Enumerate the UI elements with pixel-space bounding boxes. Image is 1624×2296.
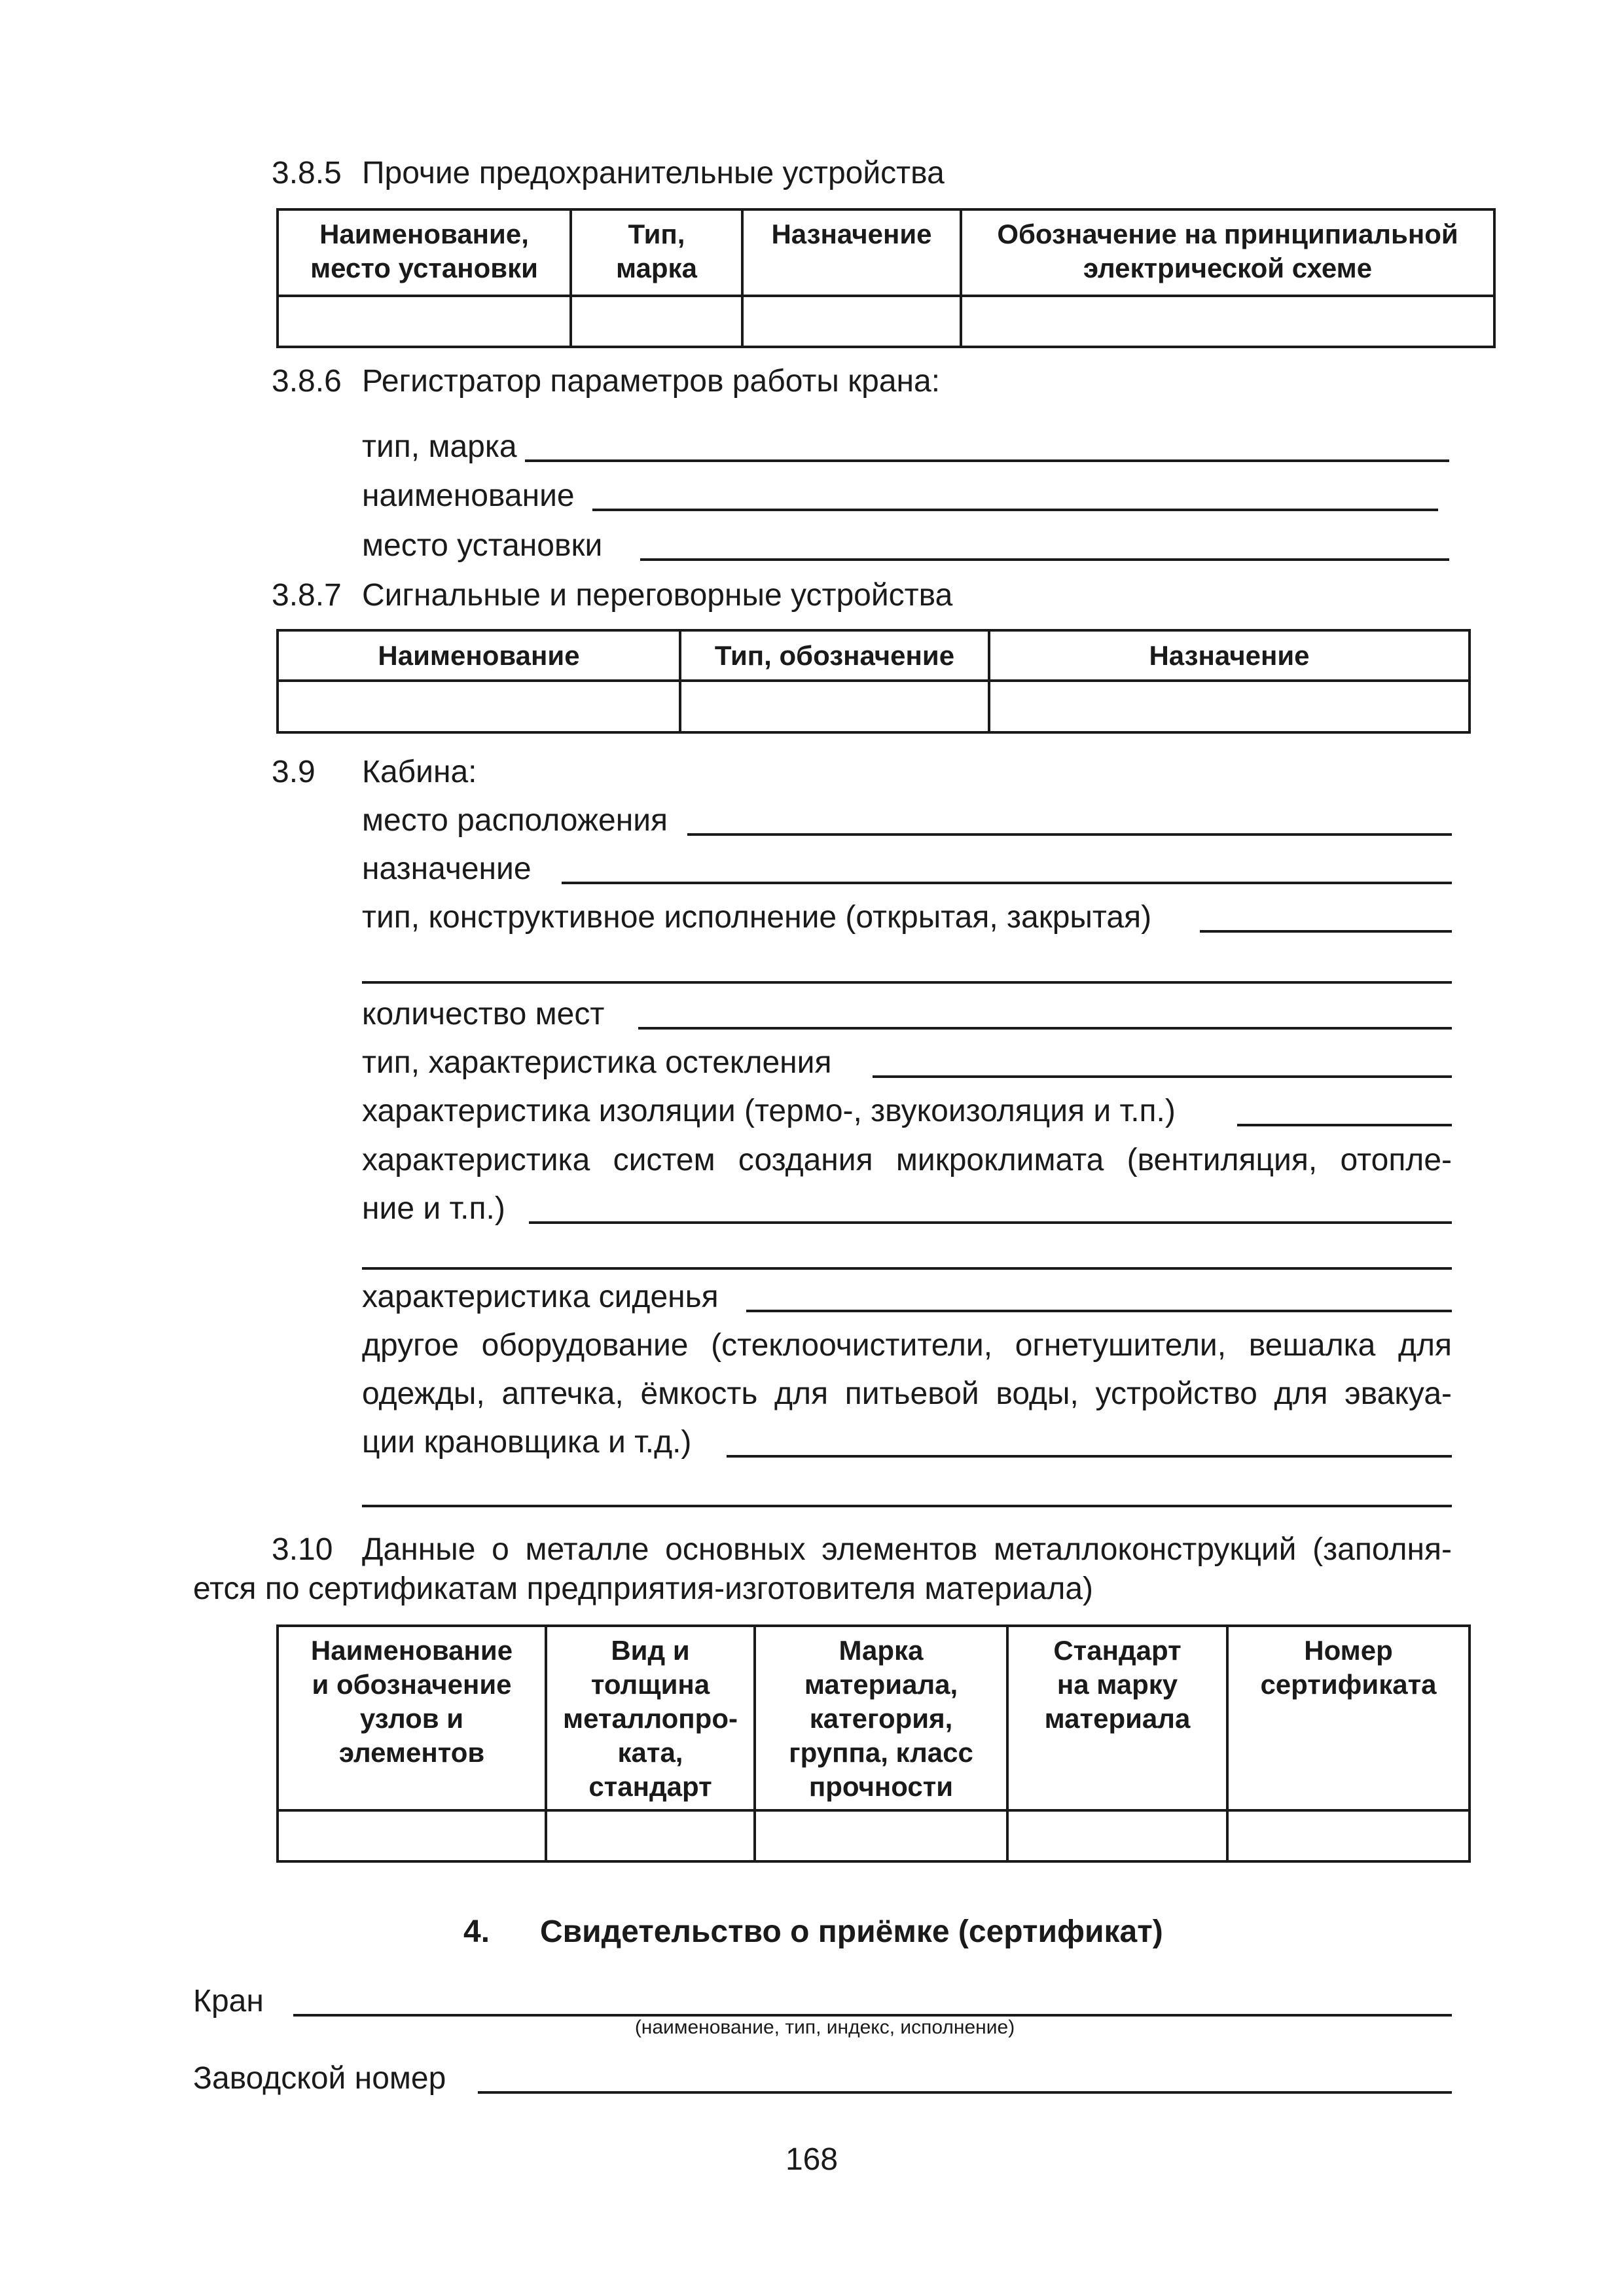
table-cell[interactable]	[571, 296, 742, 347]
field-line-serial-number[interactable]	[478, 2091, 1452, 2094]
table-cell[interactable]	[961, 296, 1494, 347]
field-line-insulation[interactable]	[1237, 1124, 1452, 1126]
section-3-8-5-number: 3.8.5	[272, 156, 342, 190]
field-label-seat: характеристика сиденья	[362, 1280, 719, 1314]
table-header-cell: Наименование	[278, 630, 680, 681]
field-line-other-continued[interactable]	[362, 1505, 1452, 1507]
field-line-climate-continued[interactable]	[362, 1267, 1452, 1270]
page-number: 168	[785, 2142, 839, 2177]
section-3-8-6-number: 3.8.6	[272, 364, 342, 399]
section-3-10-text-line1: Данные о металле основных элементов металлоконструкций (заполня-	[362, 1532, 1452, 1567]
field-line-seat[interactable]	[746, 1310, 1452, 1312]
table-header-cell: Обозначение на принципиальной электрической схеме	[961, 209, 1494, 296]
safety-devices-table	[276, 208, 1496, 348]
table-cell[interactable]	[1007, 1810, 1227, 1861]
section-3-8-7-number: 3.8.7	[272, 578, 342, 613]
field-line-type-brand[interactable]	[525, 459, 1449, 462]
section-3-10-number: 3.10	[272, 1532, 333, 1567]
section-4-number: 4.	[463, 1914, 490, 1949]
section-3-9-number: 3.9	[272, 755, 316, 789]
field-line-name[interactable]	[592, 509, 1438, 511]
field-label-climate-line2: ние и т.п.)	[362, 1191, 505, 1226]
field-line-climate[interactable]	[529, 1221, 1452, 1224]
field-label-serial-number: Заводской номер	[193, 2061, 446, 2096]
field-line-other[interactable]	[727, 1455, 1452, 1458]
table-header-cell: Назначение	[989, 630, 1470, 681]
field-label-type-brand: тип, марка	[362, 429, 517, 464]
field-label-install-place: место установки	[362, 528, 603, 563]
field-line-glazing[interactable]	[873, 1075, 1452, 1078]
signal-devices-table	[276, 629, 1471, 734]
table-header-cell: Наименование, место установки	[278, 209, 571, 296]
field-label-climate-line1: характеристика систем создания микроклимата (вентиляция, отопле-	[362, 1143, 1452, 1177]
table-header-cell: Марка материала, категория, группа, класс прочности	[755, 1626, 1007, 1810]
field-label-seats: количество мест	[362, 997, 605, 1031]
table-header-cell: Вид и толщина металлопро- ката, стандарт	[546, 1626, 755, 1810]
field-line-cabin-purpose[interactable]	[562, 882, 1452, 884]
table-cell[interactable]	[546, 1810, 755, 1861]
metal-data-table	[276, 1624, 1471, 1863]
section-3-8-6-title: Регистратор параметров работы крана:	[362, 364, 941, 399]
table-cell[interactable]	[278, 1810, 546, 1861]
section-3-10-text-line2: ется по сертификатам предприятия-изготовителя материала)	[193, 1571, 1094, 1606]
section-3-9-title: Кабина:	[362, 755, 477, 789]
field-caption-crane: (наименование, тип, индекс, исполнение)	[634, 2017, 1015, 2038]
table-header-cell: Тип, марка	[571, 209, 742, 296]
table-cell[interactable]	[278, 296, 571, 347]
field-label-cabin-location: место расположения	[362, 803, 668, 838]
field-label-insulation: характеристика изоляции (термо-, звукоизоляция и т.п.)	[362, 1094, 1176, 1128]
field-label-other-line2: одежды, аптечка, ёмкость для питьевой воды, устройство для эвакуа-	[362, 1376, 1452, 1411]
field-label-name: наименование	[362, 478, 575, 513]
field-label-other-line1: другое оборудование (стеклоочистители, огнетушители, вешалка для	[362, 1328, 1452, 1363]
table-header-cell: Тип, обозначение	[680, 630, 989, 681]
field-label-crane: Кран	[193, 1984, 264, 2018]
field-line-install-place[interactable]	[640, 558, 1449, 561]
table-cell[interactable]	[742, 296, 961, 347]
table-header-cell: Назначение	[742, 209, 961, 296]
field-line-cabin-location[interactable]	[687, 833, 1452, 836]
field-line-seats[interactable]	[638, 1027, 1452, 1030]
section-3-8-5-title: Прочие предохранительные устройства	[362, 156, 945, 190]
field-label-cabin-purpose: назначение	[362, 852, 532, 886]
table-cell[interactable]	[755, 1810, 1007, 1861]
table-cell[interactable]	[989, 681, 1470, 732]
field-label-other-line3: ции крановщика и т.д.)	[362, 1425, 692, 1460]
table-header-cell: Наименование и обозначение узлов и элементов	[278, 1626, 546, 1810]
table-header-cell: Номер сертификата	[1227, 1626, 1470, 1810]
section-3-8-7-title: Сигнальные и переговорные устройства	[362, 578, 953, 613]
section-4-title: Свидетельство о приёмке (сертификат)	[540, 1914, 1163, 1949]
table-cell[interactable]	[680, 681, 989, 732]
field-label-glazing: тип, характеристика остекления	[362, 1045, 832, 1080]
field-line-cabin-type-continued[interactable]	[362, 981, 1452, 984]
table-cell[interactable]	[1227, 1810, 1470, 1861]
table-header-cell: Стандарт на марку материала	[1007, 1626, 1227, 1810]
table-cell[interactable]	[278, 681, 680, 732]
field-label-cabin-type: тип, конструктивное исполнение (открытая, закрытая)	[362, 900, 1152, 935]
field-line-cabin-type[interactable]	[1200, 930, 1452, 933]
